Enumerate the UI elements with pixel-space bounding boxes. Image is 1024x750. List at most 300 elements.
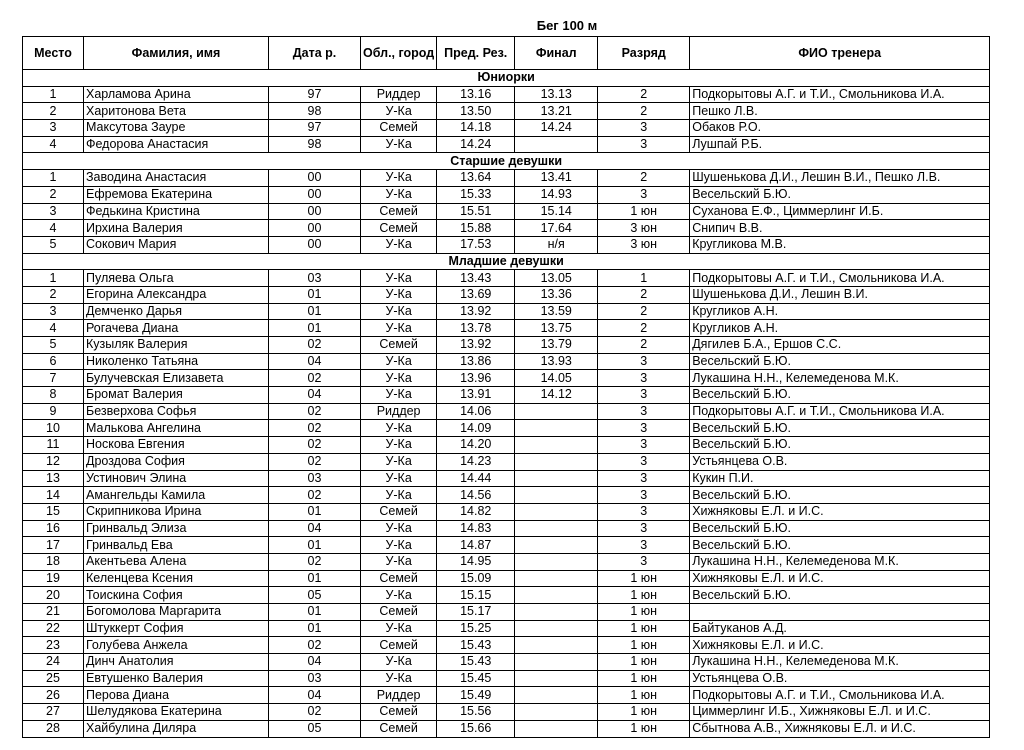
cell-rank: 2 [598,337,690,354]
cell-birth: 00 [269,170,361,187]
cell-final: 14.24 [515,120,598,137]
header-final: Финал [515,37,598,70]
cell-place: 10 [23,420,84,437]
table-row [23,503,990,520]
cell-birth: 01 [269,537,361,554]
cell-final [515,720,598,737]
cell-name: Федорова Анастасия [84,136,269,153]
table-row [23,487,990,504]
cell-region: У-Ка [361,654,437,671]
cell-region: Риддер [361,86,437,103]
cell-place: 13 [23,470,84,487]
cell-region: У-Ка [361,537,437,554]
cell-name: Устинович Элина [84,470,269,487]
cell-final [515,470,598,487]
cell-birth: 00 [269,186,361,203]
cell-coach: Весельский Б.Ю. [690,353,990,370]
table-row [23,553,990,570]
header-rank: Разряд [598,37,690,70]
cell-prelim: 14.44 [437,470,515,487]
cell-name: Келенцева Ксения [84,570,269,587]
cell-final [515,487,598,504]
cell-coach: Шушенькова Д.И., Лешин В.И., Пешко Л.В. [690,170,990,187]
cell-final: 13.93 [515,353,598,370]
cell-coach: Хижняковы Е.Л. и И.С. [690,637,990,654]
cell-name: Носкова Евгения [84,437,269,454]
cell-place: 2 [23,103,84,120]
cell-prelim: 13.50 [437,103,515,120]
cell-coach: Обаков Р.О. [690,120,990,137]
cell-coach: Хижняковы Е.Л. и И.С. [690,570,990,587]
cell-birth: 02 [269,403,361,420]
table-row [23,470,990,487]
cell-place: 20 [23,587,84,604]
table-row [23,637,990,654]
cell-final: 14.93 [515,186,598,203]
cell-prelim: 14.20 [437,437,515,454]
cell-final: 14.12 [515,387,598,404]
cell-birth: 04 [269,687,361,704]
cell-coach: Кругликов А.Н. [690,320,990,337]
cell-rank: 3 [598,370,690,387]
cell-birth: 00 [269,220,361,237]
cell-final [515,670,598,687]
header-coach: ФИО тренера [690,37,990,70]
cell-prelim: 14.82 [437,503,515,520]
cell-coach: Подкорытовы А.Г. и Т.И., Смольникова И.А. [690,687,990,704]
table-row [23,537,990,554]
cell-name: Кузыляк Валерия [84,337,269,354]
cell-final [515,437,598,454]
cell-prelim: 15.25 [437,620,515,637]
cell-birth: 04 [269,654,361,671]
cell-place: 6 [23,353,84,370]
cell-prelim: 13.78 [437,320,515,337]
cell-name: Федькина Кристина [84,203,269,220]
cell-name: Ирхина Валерия [84,220,269,237]
cell-rank: 1 юн [598,587,690,604]
table-row [23,453,990,470]
cell-birth: 01 [269,620,361,637]
table-row [23,120,990,137]
cell-place: 21 [23,604,84,621]
cell-rank: 3 [598,553,690,570]
cell-name: Ефремова Екатерина [84,186,269,203]
cell-region: У-Ка [361,236,437,253]
cell-name: Перова Диана [84,687,269,704]
cell-prelim: 15.15 [437,587,515,604]
cell-region: У-Ка [361,353,437,370]
cell-rank: 3 [598,120,690,137]
cell-coach: Весельский Б.Ю. [690,437,990,454]
cell-place: 1 [23,170,84,187]
cell-coach: Весельский Б.Ю. [690,420,990,437]
cell-prelim: 14.87 [437,537,515,554]
cell-final: н/я [515,236,598,253]
table-row [23,587,990,604]
cell-place: 19 [23,570,84,587]
cell-prelim: 15.09 [437,570,515,587]
section-title: Младшие девушки [23,253,990,270]
cell-place: 16 [23,520,84,537]
cell-birth: 98 [269,103,361,120]
cell-region: Семей [361,120,437,137]
cell-name: Малькова Ангелина [84,420,269,437]
cell-birth: 01 [269,303,361,320]
table-row [23,86,990,103]
cell-region: Семей [361,720,437,737]
cell-final [515,604,598,621]
table-row [23,186,990,203]
cell-prelim: 15.51 [437,203,515,220]
header-name: Фамилия, имя [84,37,269,70]
cell-coach: Подкорытовы А.Г. и Т.И., Смольникова И.А. [690,403,990,420]
cell-final [515,537,598,554]
section-header-row [23,253,990,270]
cell-birth: 01 [269,604,361,621]
table-row [23,387,990,404]
cell-region: У-Ка [361,186,437,203]
cell-region: Семей [361,637,437,654]
cell-region: Семей [361,203,437,220]
cell-final [515,587,598,604]
cell-place: 2 [23,286,84,303]
table-row [23,687,990,704]
results-table [22,36,990,738]
cell-final: 15.14 [515,203,598,220]
cell-coach: Весельский Б.Ю. [690,587,990,604]
cell-region: У-Ка [361,387,437,404]
cell-region: Семей [361,503,437,520]
cell-name: Николенко Татьяна [84,353,269,370]
cell-final [515,570,598,587]
cell-final: 13.75 [515,320,598,337]
cell-final [515,520,598,537]
header-place: Место [23,37,84,70]
cell-rank: 1 юн [598,670,690,687]
cell-coach: Весельский Б.Ю. [690,520,990,537]
table-row [23,403,990,420]
cell-prelim: 15.43 [437,637,515,654]
cell-prelim: 13.64 [437,170,515,187]
cell-coach: Циммерлинг И.Б., Хижняковы Е.Л. и И.С. [690,704,990,721]
cell-coach: Лукашина Н.Н., Келемеденова М.К. [690,553,990,570]
cell-place: 22 [23,620,84,637]
cell-place: 14 [23,487,84,504]
cell-rank: 1 [598,270,690,287]
cell-final [515,553,598,570]
cell-place: 3 [23,203,84,220]
table-row [23,720,990,737]
cell-region: У-Ка [361,587,437,604]
cell-prelim: 15.88 [437,220,515,237]
table-row [23,320,990,337]
cell-name: Дроздова София [84,453,269,470]
cell-name: Скрипникова Ирина [84,503,269,520]
cell-coach: Суханова Е.Ф., Циммерлинг И.Б. [690,203,990,220]
cell-coach: Устьянцева О.В. [690,453,990,470]
cell-name: Булучевская Елизавета [84,370,269,387]
table-row [23,103,990,120]
table-row [23,270,990,287]
cell-final: 13.36 [515,286,598,303]
header-row [23,37,990,70]
cell-rank: 1 юн [598,687,690,704]
cell-birth: 04 [269,520,361,537]
cell-place: 26 [23,687,84,704]
cell-final: 13.05 [515,270,598,287]
cell-prelim: 14.06 [437,403,515,420]
cell-place: 12 [23,453,84,470]
cell-name: Тоискина София [84,587,269,604]
section-title: Старшие девушки [23,153,990,170]
cell-final [515,620,598,637]
cell-name: Шелудякова Екатерина [84,704,269,721]
cell-final: 13.79 [515,337,598,354]
cell-place: 24 [23,654,84,671]
cell-place: 28 [23,720,84,737]
cell-birth: 97 [269,120,361,137]
cell-final [515,654,598,671]
cell-prelim: 14.23 [437,453,515,470]
cell-region: Риддер [361,403,437,420]
cell-coach: Хижняковы Е.Л. и И.С. [690,503,990,520]
cell-place: 7 [23,370,84,387]
cell-rank: 3 [598,537,690,554]
table-row [23,136,990,153]
cell-region: У-Ка [361,170,437,187]
cell-coach: Кругликов А.Н. [690,303,990,320]
cell-rank: 2 [598,86,690,103]
cell-place: 5 [23,236,84,253]
cell-rank: 2 [598,286,690,303]
cell-rank: 3 [598,520,690,537]
cell-coach: Весельский Б.Ю. [690,537,990,554]
cell-final [515,704,598,721]
cell-name: Штуккерт София [84,620,269,637]
cell-rank: 1 юн [598,654,690,671]
cell-birth: 02 [269,337,361,354]
cell-name: Максутова Зауре [84,120,269,137]
cell-place: 4 [23,320,84,337]
cell-birth: 02 [269,553,361,570]
cell-coach: Устьянцева О.В. [690,670,990,687]
header-prelim: Пред. Рез. [437,37,515,70]
cell-region: Риддер [361,687,437,704]
cell-name: Богомолова Маргарита [84,604,269,621]
cell-coach: Лукашина Н.Н., Келемеденова М.К. [690,370,990,387]
cell-rank: 2 [598,103,690,120]
cell-final [515,637,598,654]
cell-place: 18 [23,553,84,570]
table-row [23,370,990,387]
cell-rank: 2 [598,170,690,187]
cell-rank: 3 [598,136,690,153]
cell-prelim: 13.69 [437,286,515,303]
cell-birth: 05 [269,720,361,737]
cell-birth: 03 [269,470,361,487]
cell-prelim: 15.43 [437,654,515,671]
cell-final [515,687,598,704]
cell-rank: 2 [598,320,690,337]
table-row [23,303,990,320]
cell-birth: 00 [269,203,361,220]
cell-rank: 1 юн [598,604,690,621]
cell-region: Семей [361,570,437,587]
cell-prelim: 13.92 [437,303,515,320]
cell-name: Гринвальд Ева [84,537,269,554]
cell-place: 5 [23,337,84,354]
cell-name: Безверхова Софья [84,403,269,420]
cell-place: 1 [23,270,84,287]
cell-coach: Весельский Б.Ю. [690,186,990,203]
cell-name: Заводина Анастасия [84,170,269,187]
cell-final: 17.64 [515,220,598,237]
cell-region: У-Ка [361,553,437,570]
cell-region: У-Ка [361,437,437,454]
cell-final: 13.21 [515,103,598,120]
table-row [23,220,990,237]
cell-region: У-Ка [361,270,437,287]
cell-coach: Дягилев Б.А., Ершов С.С. [690,337,990,354]
cell-place: 8 [23,387,84,404]
cell-birth: 04 [269,353,361,370]
cell-rank: 1 юн [598,203,690,220]
cell-region: У-Ка [361,286,437,303]
cell-region: Семей [361,604,437,621]
cell-name: Гринвальд Элиза [84,520,269,537]
cell-prelim: 14.56 [437,487,515,504]
cell-region: Семей [361,704,437,721]
cell-place: 11 [23,437,84,454]
cell-prelim: 13.86 [437,353,515,370]
cell-prelim: 13.91 [437,387,515,404]
cell-birth: 03 [269,270,361,287]
table-row [23,670,990,687]
cell-birth: 02 [269,487,361,504]
cell-region: У-Ка [361,520,437,537]
cell-coach: Снипич В.В. [690,220,990,237]
cell-birth: 02 [269,637,361,654]
cell-prelim: 14.83 [437,520,515,537]
cell-birth: 05 [269,587,361,604]
cell-birth: 04 [269,387,361,404]
cell-coach: Подкорытовы А.Г. и Т.И., Смольникова И.А. [690,270,990,287]
cell-rank: 3 юн [598,236,690,253]
cell-coach: Весельский Б.Ю. [690,487,990,504]
cell-rank: 3 [598,387,690,404]
cell-place: 27 [23,704,84,721]
cell-prelim: 15.45 [437,670,515,687]
header-region: Обл., город [361,37,437,70]
cell-prelim: 15.56 [437,704,515,721]
cell-coach: Лушпай Р.Б. [690,136,990,153]
table-row [23,236,990,253]
cell-birth: 97 [269,86,361,103]
cell-region: У-Ка [361,303,437,320]
section-header-row [23,70,990,87]
cell-coach: Сбытнова А.В., Хижняковы Е.Л. и И.С. [690,720,990,737]
cell-rank: 1 юн [598,620,690,637]
cell-name: Евтушенко Валерия [84,670,269,687]
cell-name: Сокович Мария [84,236,269,253]
table-row [23,353,990,370]
table-row [23,604,990,621]
cell-birth: 98 [269,136,361,153]
cell-birth: 02 [269,704,361,721]
cell-place: 17 [23,537,84,554]
cell-birth: 02 [269,420,361,437]
cell-prelim: 17.53 [437,236,515,253]
table-row [23,437,990,454]
cell-rank: 3 [598,420,690,437]
cell-place: 23 [23,637,84,654]
cell-name: Егорина Александра [84,286,269,303]
cell-birth: 01 [269,286,361,303]
cell-rank: 1 юн [598,720,690,737]
cell-prelim: 15.33 [437,186,515,203]
cell-birth: 01 [269,503,361,520]
cell-rank: 1 юн [598,637,690,654]
cell-birth: 02 [269,453,361,470]
cell-region: У-Ка [361,320,437,337]
cell-birth: 01 [269,320,361,337]
cell-name: Акентьева Алена [84,553,269,570]
cell-rank: 3 [598,437,690,454]
table-row [23,170,990,187]
cell-region: У-Ка [361,620,437,637]
cell-final [515,403,598,420]
cell-prelim: 13.92 [437,337,515,354]
cell-region: Семей [361,337,437,354]
table-row [23,337,990,354]
cell-name: Демченко Дарья [84,303,269,320]
cell-prelim: 14.09 [437,420,515,437]
cell-rank: 1 юн [598,570,690,587]
cell-prelim: 15.66 [437,720,515,737]
cell-region: У-Ка [361,670,437,687]
cell-place: 1 [23,86,84,103]
cell-place: 3 [23,120,84,137]
cell-prelim: 13.16 [437,86,515,103]
cell-birth: 01 [269,570,361,587]
cell-region: У-Ка [361,136,437,153]
cell-coach [690,604,990,621]
cell-final [515,136,598,153]
cell-name: Амангельды Камила [84,487,269,504]
table-row [23,620,990,637]
cell-rank: 3 [598,353,690,370]
cell-final [515,453,598,470]
cell-region: У-Ка [361,487,437,504]
cell-rank: 3 [598,487,690,504]
cell-coach: Лукашина Н.Н., Келемеденова М.К. [690,654,990,671]
cell-prelim: 13.43 [437,270,515,287]
cell-coach: Весельский Б.Ю. [690,387,990,404]
cell-birth: 02 [269,370,361,387]
section-header-row [23,153,990,170]
section-title: Юниорки [23,70,990,87]
cell-place: 4 [23,220,84,237]
cell-rank: 3 юн [598,220,690,237]
header-birth: Дата р. [269,37,361,70]
cell-prelim: 15.49 [437,687,515,704]
cell-rank: 3 [598,453,690,470]
cell-name: Харитонова Вета [84,103,269,120]
cell-name: Рогачева Диана [84,320,269,337]
cell-final: 13.59 [515,303,598,320]
cell-region: У-Ка [361,470,437,487]
